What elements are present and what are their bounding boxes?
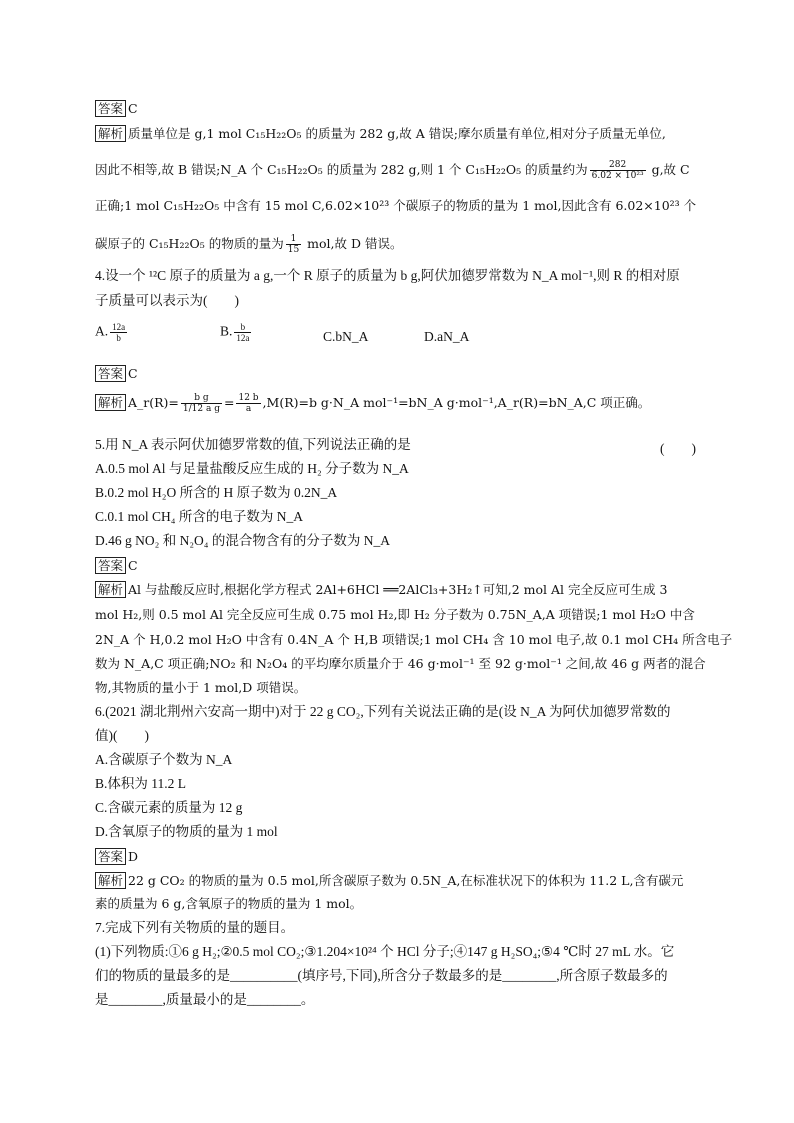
- answer-tag: 答案: [95, 557, 126, 574]
- analysis-text: A_r(R)=: [128, 395, 179, 410]
- analysis-text: ,M(R)=b g·N_A mol⁻¹=bN_A g·mol⁻¹,A_r(R)=bN_A,C 项正确。: [262, 395, 651, 410]
- answer-value: D: [128, 849, 139, 864]
- q5-option-c: C.0.1 mol CH₄ 所含的电子数为 N_A: [95, 509, 303, 524]
- fraction-numerator: 12 b: [238, 393, 259, 403]
- option-label: B.: [220, 323, 233, 339]
- q6-analysis-line-2: 素的质量为 6 g,含氧原子的物质的量为 1 mol。: [95, 896, 363, 911]
- q7-stem: 7.完成下列有关物质的量的题目。: [95, 920, 295, 935]
- q5-option-a: A.0.5 mol Al 与足量盐酸反应生成的 H₂ 分子数为 N_A: [95, 461, 409, 476]
- analysis-text: 正确;1 mol C₁₅H₂₂O₅ 中含有 15 mol C,6.02×10²³ 个碳原子的物质的量为 1 mol,因此含有 6.02×10²³ 个: [95, 198, 697, 213]
- fraction-numerator: 12a: [112, 322, 126, 332]
- answer-value: C: [128, 558, 138, 573]
- analysis-text: 质量单位是 g,1 mol C₁₅H₂₂O₅ 的质量为 282 g,故 A 错误;摩尔质量有单位,相对分子质量无单位,: [128, 126, 666, 141]
- analysis-text: Al 与盐酸反应时,根据化学方程式 2Al+6HCl ══2AlCl₃+3H₂↑可知,2 mol Al 完全反应可生成 3: [128, 582, 668, 597]
- q6-answer-row: [95, 848, 138, 865]
- answer-tag: 答案: [95, 100, 126, 117]
- q7-part1-line-2: 们的物质的量最多的是__________(填序号,下同),所含分子数最多的是________,所含原子数最多的: [95, 968, 668, 983]
- answer-value: C: [128, 366, 138, 381]
- fraction-denominator: 12a: [236, 333, 250, 343]
- analysis-text: =: [223, 395, 235, 410]
- q5-analysis-line-4: 数为 N_A,C 项正确;NO₂ 和 N₂O₄ 的平均摩尔质量介于 46 g·mol⁻¹ 至 92 g·mol⁻¹ 之间,故 46 g 两者的混合: [95, 656, 706, 671]
- q4-analysis-row: [95, 393, 650, 414]
- fraction: [590, 160, 646, 181]
- q6-stem-line-1: 6.(2021 湖北荆州六安高一期中)对于 22 g CO₂,下列有关说法正确的是(设 N_A 为阿伏加德罗常数的: [95, 704, 671, 719]
- q7-part1-line-3: 是________,质量最小的是________。: [95, 992, 315, 1007]
- fraction-numerator: 1: [286, 234, 301, 245]
- q3-analysis-line-1: [95, 125, 666, 142]
- q3-analysis-line-3: [95, 198, 696, 214]
- question-text: 子质量可以表示为( ): [95, 293, 239, 308]
- fraction: [236, 393, 260, 414]
- analysis-text: 22 g CO₂ 的物质的量为 0.5 mol,所含碳原子数为 0.5N_A,在标准状况下的体积为 11.2 L,含有碳元: [128, 873, 684, 888]
- answer-tag: 答案: [95, 848, 126, 865]
- fraction-numerator: b: [234, 322, 251, 333]
- fraction-denominator: a: [245, 404, 252, 414]
- answer-value: C: [128, 101, 138, 116]
- fraction: [110, 322, 127, 343]
- q4-option-b: [220, 322, 253, 343]
- q3-analysis-line-2: [95, 160, 690, 181]
- q6-option-c: C.含碳元素的质量为 12 g: [95, 800, 243, 815]
- analysis-tag: 解析: [95, 125, 126, 142]
- q7-part1-line-1: (1)下列物质:①6 g H₂;②0.5 mol CO₂;③1.204×10²⁴ 个 HCl 分子;④147 g H₂SO₄;⑤4 ℃时 27 mL 水。它: [95, 944, 675, 959]
- q6-analysis-line-1: [95, 872, 683, 889]
- q5-stem: 5.用 N_A 表示阿伏加德罗常数的值,下列说法正确的是: [95, 437, 411, 452]
- fraction: [286, 234, 301, 255]
- analysis-text: 因此不相等,故 B 错误;N_A 个 C₁₅H₂₂O₅ 的质量为 282 g,则 1 个 C₁₅H₂₂O₅ 的质量约为: [95, 162, 588, 177]
- q4-option-d: D.aN_A: [424, 329, 470, 344]
- question-text: 4.设一个 ¹²C 原子的质量为 a g,一个 R 原子的质量为 b g,阿伏加德罗常数为 N_A mol⁻¹,则 R 的相对原: [95, 268, 680, 283]
- q5-analysis-line-1: [95, 581, 667, 598]
- q4-answer-row: [95, 365, 138, 382]
- q5-analysis-line-2: mol H₂,则 0.5 mol Al 完全反应可生成 0.75 mol H₂,即 H₂ 分子数为 0.75N_A,A 项错误;1 mol H₂O 中含: [95, 607, 695, 622]
- fraction-denominator: 1/12 a g: [182, 404, 220, 414]
- q5-analysis-line-5: 物,其物质的量小于 1 mol,D 项错误。: [95, 680, 307, 695]
- fraction: [181, 393, 222, 414]
- fraction-numerator: 282: [590, 160, 646, 171]
- fraction-denominator: b: [116, 333, 121, 343]
- q3-answer-row: [95, 100, 138, 117]
- q4-stem-line-2: [95, 293, 239, 309]
- q5-analysis-line-3: 2N_A 个 H,0.2 mol H₂O 中含有 0.4N_A 个 H,B 项错误;1 mol CH₄ 含 10 mol 电子,故 0.1 mol CH₄ 所含电子: [95, 632, 733, 647]
- q6-option-a: A.含碳原子个数为 N_A: [95, 752, 233, 767]
- fraction-denominator: 15: [287, 245, 300, 255]
- analysis-text: 碳原子的 C₁₅H₂₂O₅ 的物质的量为: [95, 236, 284, 251]
- q6-option-b: B.体积为 11.2 L: [95, 776, 186, 791]
- q3-analysis-line-4: [95, 234, 402, 255]
- answer-tag: 答案: [95, 365, 126, 382]
- q6-stem-line-2: 值)( ): [95, 728, 149, 743]
- q4-option-a: [95, 322, 129, 343]
- analysis-tag: 解析: [95, 581, 126, 598]
- q4-stem-line-1: [95, 268, 680, 284]
- analysis-tag: 解析: [95, 394, 126, 411]
- q5-option-d: D.46 g NO₂ 和 N₂O₄ 的混合物含有的分子数为 N_A: [95, 533, 390, 548]
- option-label: A.: [95, 323, 109, 339]
- fraction-denominator: 6.02 × 10²³: [591, 171, 644, 181]
- q5-answer-paren: ( ): [660, 441, 696, 456]
- fraction: [234, 322, 251, 343]
- q5-option-b: B.0.2 mol H₂O 所含的 H 原子数为 0.2N_A: [95, 485, 338, 500]
- analysis-tag: 解析: [95, 872, 126, 889]
- analysis-text: mol,故 D 错误。: [303, 236, 403, 251]
- q5-answer-row: [95, 557, 138, 574]
- q4-option-c: C.bN_A: [323, 329, 369, 344]
- analysis-text: g,故 C: [647, 162, 690, 177]
- fraction-numerator: b g: [181, 393, 222, 404]
- q6-option-d: D.含氧原子的物质的量为 1 mol: [95, 824, 278, 839]
